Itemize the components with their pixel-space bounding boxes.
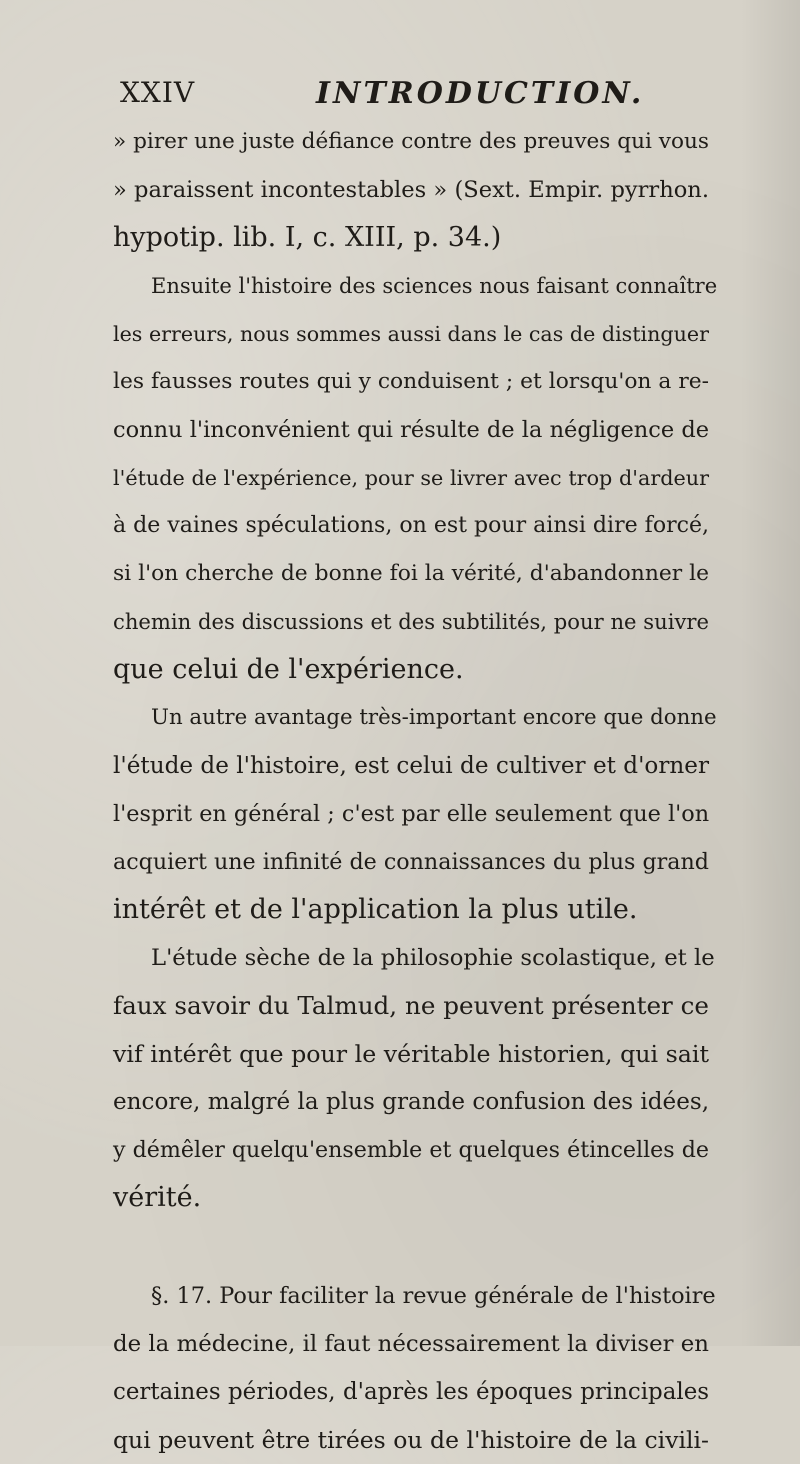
section-gap xyxy=(113,1222,709,1272)
text-line: de la médecine, il faut nécessairement la diviser en xyxy=(113,1331,709,1357)
body-text xyxy=(113,118,718,1464)
text-line: » paraissent incontestables » (Sext. Empir. pyrrhon. xyxy=(113,177,709,203)
text-line: qui peuvent être tirées ou de l'histoire de la civili- xyxy=(113,1426,709,1454)
text-line: acquiert une infinité de connaissances du plus grand xyxy=(113,849,709,875)
text-line: y démêler quelqu'ensemble et quelques étincelles de xyxy=(113,1137,709,1163)
text-line: si l'on cherche de bonne foi la vérité, d'abandonner le xyxy=(113,561,709,586)
page-edge-shadow xyxy=(740,0,800,1346)
text-line: vérité. xyxy=(113,1182,202,1213)
running-title: INTRODUCTION. xyxy=(316,76,645,111)
text-line: l'esprit en général ; c'est par elle seulement que l'on xyxy=(113,801,710,827)
text-line: chemin des discussions et des subtilités, pour ne suivre xyxy=(113,609,709,634)
text-line: §. 17. Pour faciliter la revue générale de l'histoire xyxy=(151,1283,716,1309)
text-line: à de vaines spéculations, on est pour ainsi dire forcé, xyxy=(113,513,709,538)
text-line: Ensuite l'histoire des sciences nous faisant connaître xyxy=(151,273,718,298)
text-line: connu l'inconvénient qui résulte de la négligence de xyxy=(113,417,709,443)
text-line: certaines périodes, d'après les époques principales xyxy=(113,1379,709,1405)
text-line: L'étude sèche de la philosophie scolastique, et le xyxy=(151,945,715,971)
text-line: les erreurs, nous sommes aussi dans le cas de distinguer xyxy=(113,322,709,346)
page-number: XXIV xyxy=(120,76,196,109)
text-line: vif intérêt que pour le véritable historien, qui sait xyxy=(113,1040,709,1068)
text-line: l'étude de l'expérience, pour se livrer avec trop d'ardeur xyxy=(113,466,709,490)
text-line: encore, malgré la plus grande confusion des idées, xyxy=(113,1089,710,1115)
text-line: l'étude de l'histoire, est celui de cultiver et d'orner xyxy=(113,753,709,779)
text-line: hypotip. lib. I, c. XIII, p. 34.) xyxy=(113,222,502,253)
text-line: faux savoir du Talmud, ne peuvent présenter ce xyxy=(113,991,709,1020)
text-line: Un autre avantage très-important encore que donne xyxy=(151,705,717,730)
text-line: les fausses routes qui y conduisent ; et lorsqu'on a re- xyxy=(113,369,709,394)
text-line: intérêt et de l'application la plus utile. xyxy=(113,894,638,925)
page-header xyxy=(120,76,680,116)
text-line: que celui de l'expérience. xyxy=(113,654,464,685)
text-line: » pirer une juste défiance contre des preuves qui vous xyxy=(113,129,709,154)
